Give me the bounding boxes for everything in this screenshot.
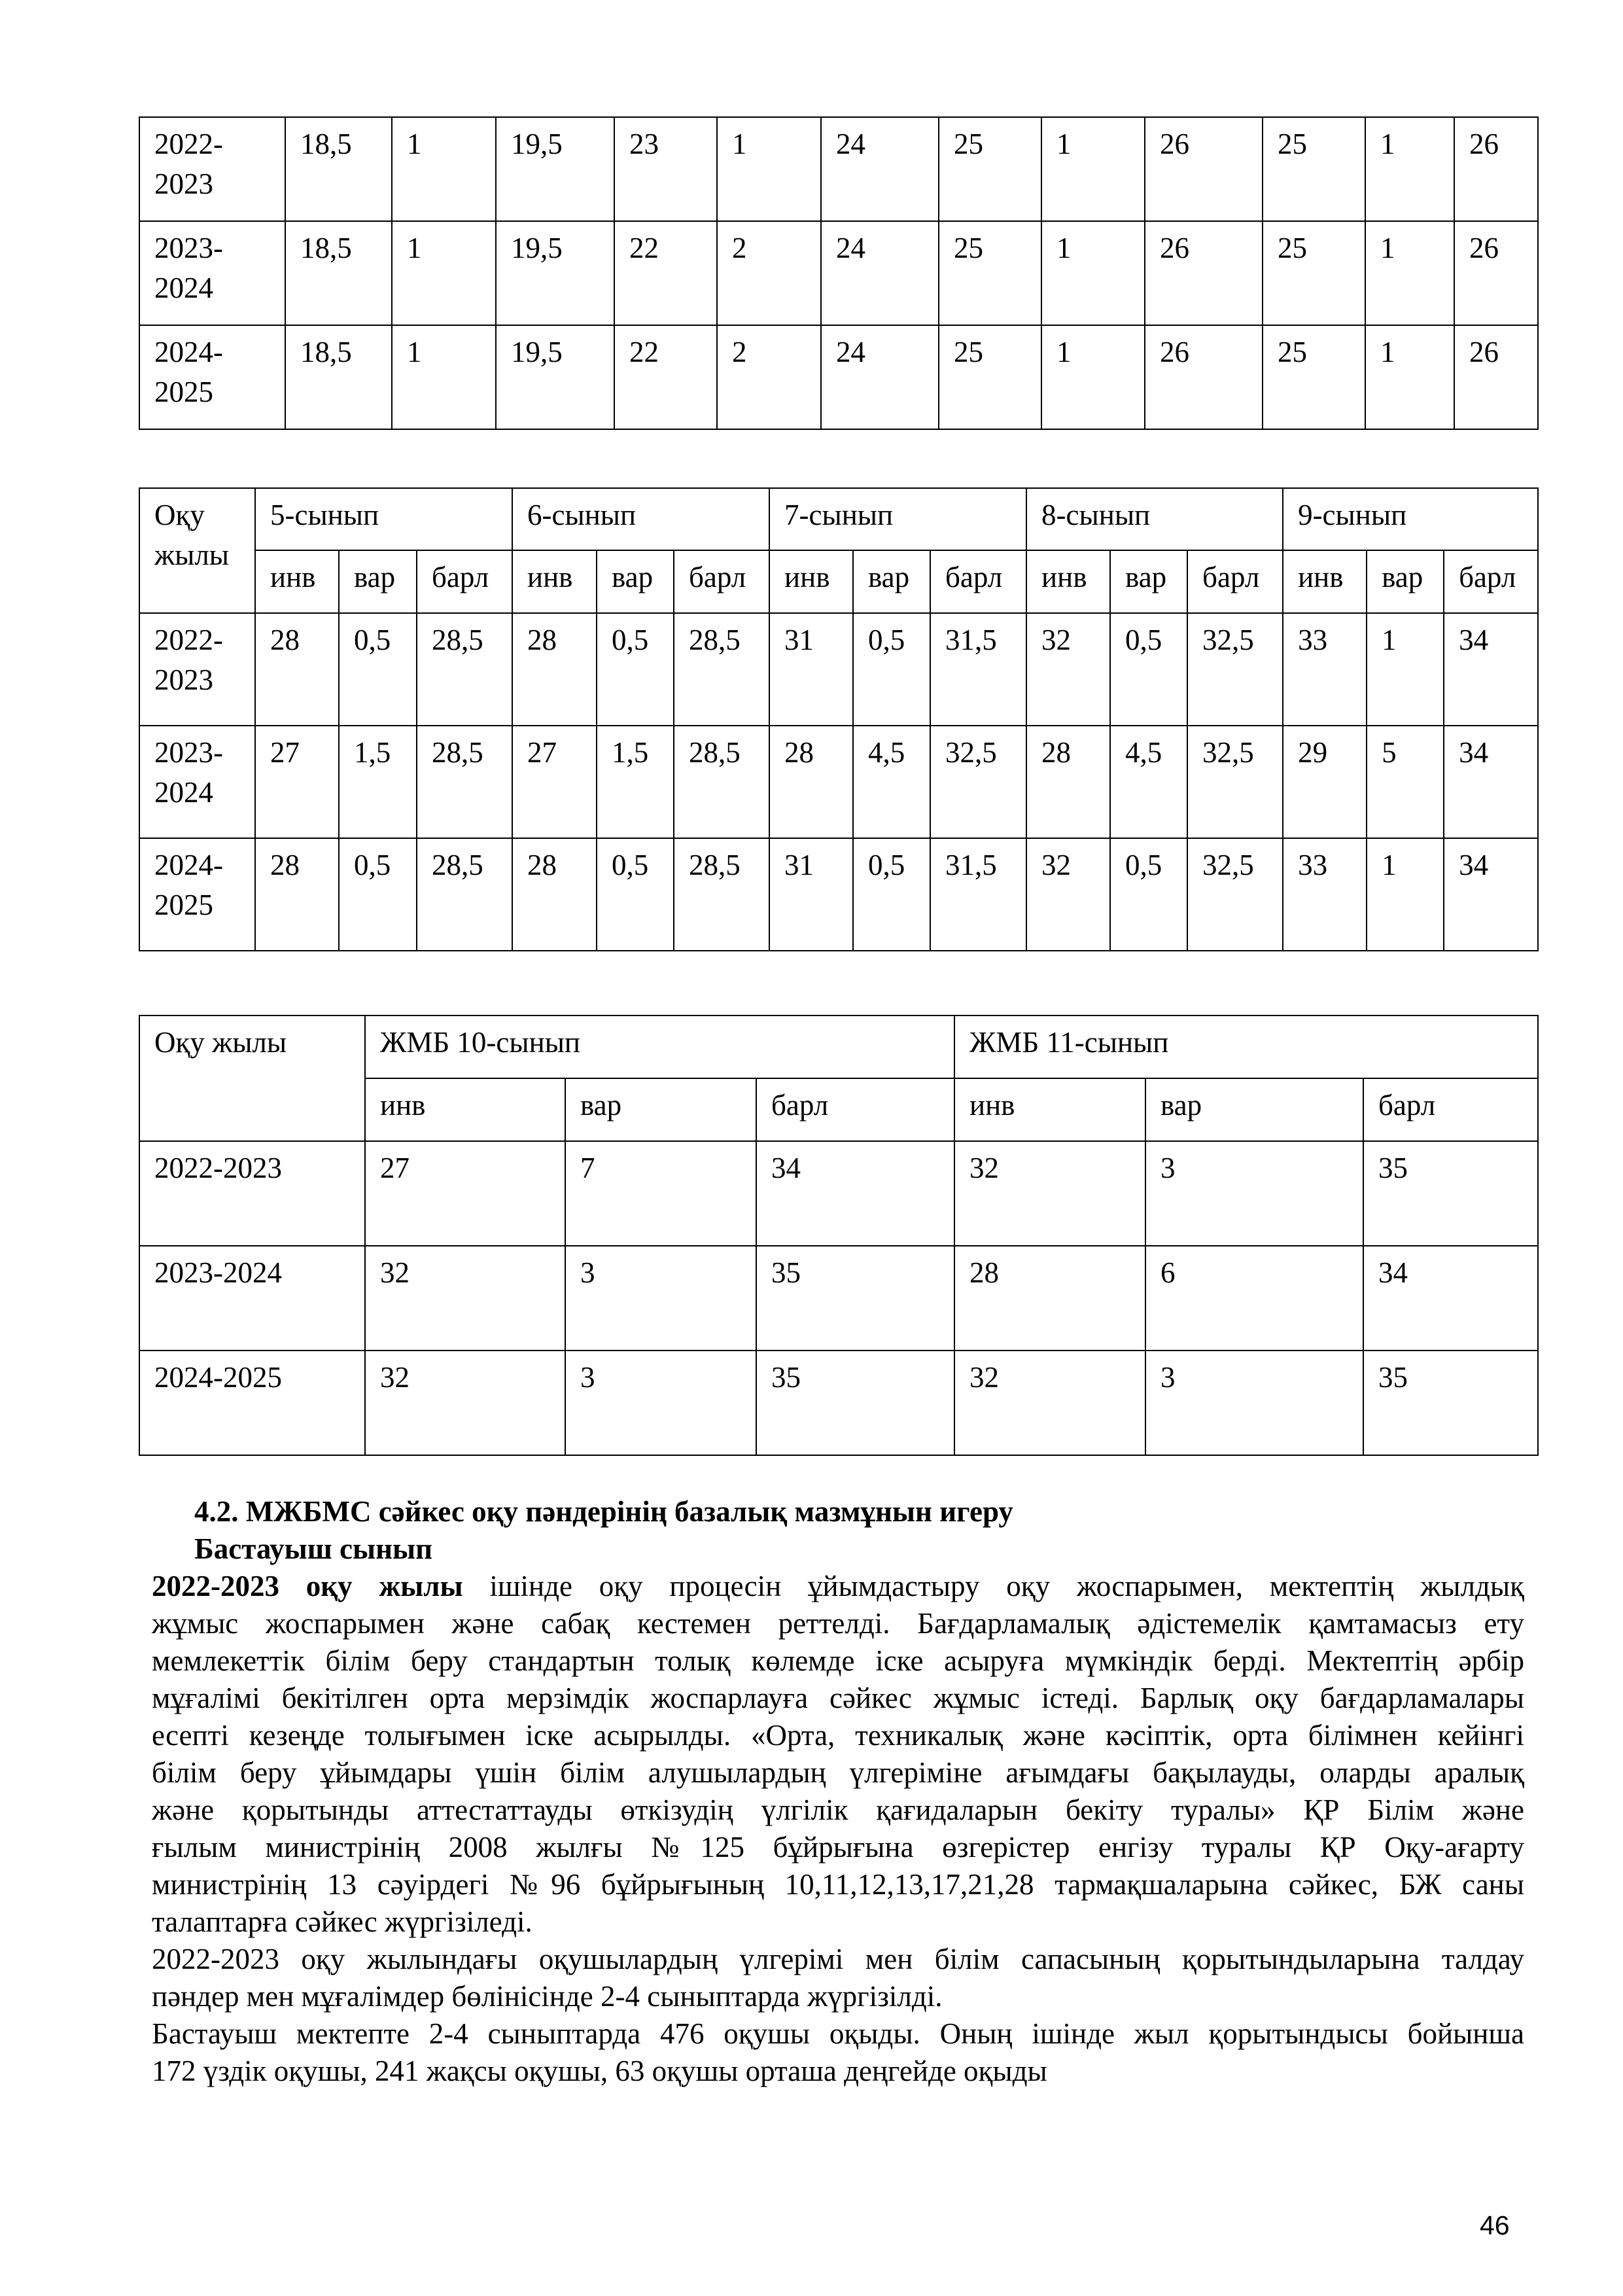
value-cell: 31 xyxy=(769,613,853,726)
value-cell: 32 xyxy=(954,1351,1145,1455)
value-cell: 32 xyxy=(1026,613,1110,726)
text-line: және қорытынды аттестаттауды өткізудің үлгілік қағидаларын бекіту туралы» ҚР Білім және xyxy=(152,1793,1524,1826)
paragraph-primary-school xyxy=(152,2015,1524,2090)
value-cell: 32 xyxy=(1026,838,1110,951)
table-row xyxy=(139,613,1538,726)
table-row xyxy=(139,117,1538,221)
value-cell: 24 xyxy=(821,221,939,325)
value-cell: 28,5 xyxy=(674,838,769,951)
year-header-cell: Оқу жылы xyxy=(139,1016,365,1141)
value-cell: 3 xyxy=(565,1246,756,1351)
value-cell: 1 xyxy=(1365,221,1454,325)
value-cell: 1,5 xyxy=(339,726,417,838)
header-row xyxy=(139,1016,1538,1078)
value-cell: 28 xyxy=(512,613,597,726)
subheader-cell: вар xyxy=(339,550,417,613)
value-cell: 32,5 xyxy=(930,726,1026,838)
text-line: Бастауыш мектепте 2-4 сыныптарда 476 оқушы оқыды. Оның ішінде жыл қорытындысы бойынша xyxy=(152,2017,1524,2050)
bold-lead: 2022-2023 оқу жылы xyxy=(152,1570,463,1602)
value-cell: 33 xyxy=(1283,613,1367,726)
subheader-cell: вар xyxy=(597,550,674,613)
value-cell: 3 xyxy=(1145,1141,1363,1246)
subheader-cell: барл xyxy=(756,1078,954,1141)
value-cell: 23 xyxy=(614,117,717,221)
value-cell: 28 xyxy=(512,838,597,951)
text-line: 2022-2023 оқу жылындағы оқушылардың үлгерімі мен білім сапасының қорытындыларына талдау xyxy=(152,1943,1524,1975)
value-cell: 25 xyxy=(1263,325,1365,429)
table-grades-1-4-continued xyxy=(139,116,1539,430)
value-cell: 1 xyxy=(1365,325,1454,429)
text-line: 172 үздік оқушы, 241 жақсы оқушы, 63 оқушы орташа деңгейде оқыды xyxy=(152,2055,1047,2087)
group-header-cell: ЖМБ 11-сынып xyxy=(954,1016,1538,1078)
value-cell: 24 xyxy=(821,325,939,429)
subheader-cell: вар xyxy=(1367,550,1444,613)
subheader-cell: инв xyxy=(365,1078,565,1141)
value-cell: 1 xyxy=(1041,117,1145,221)
value-cell: 18,5 xyxy=(285,325,392,429)
subheader-cell: инв xyxy=(1283,550,1367,613)
subheader-cell: барл xyxy=(1444,550,1538,613)
value-cell: 7 xyxy=(565,1141,756,1246)
year-cell: 2022- 2023 xyxy=(139,117,285,221)
value-cell: 6 xyxy=(1145,1246,1363,1351)
paragraph-curriculum xyxy=(152,1568,1524,1941)
value-cell: 4,5 xyxy=(1110,726,1187,838)
table-grades-5-9 xyxy=(139,487,1539,951)
text-line: жұмыс жоспарымен және сабақ кестемен реттелді. Бағдарламалық әдістемелік қамтамасыз ету xyxy=(152,1607,1524,1640)
text-line: есепті кезеңде толығымен іске асырылды. «Орта, техникалық және кәсіптік, орта білімнен кейінгі xyxy=(152,1719,1524,1752)
table-row xyxy=(139,1351,1538,1455)
group-header-cell: 9-сынып xyxy=(1283,488,1538,550)
value-cell: 34 xyxy=(1363,1246,1538,1351)
value-cell: 18,5 xyxy=(285,117,392,221)
value-cell: 19,5 xyxy=(496,325,614,429)
value-cell: 25 xyxy=(939,221,1041,325)
text-line: министрінің 13 сәуірдегі №96 бұйрығының 10,11,12,13,17,21,28 тармақшаларына сәйкес, БЖ саны xyxy=(152,1868,1524,1901)
table-row xyxy=(139,1246,1538,1351)
value-cell: 22 xyxy=(614,221,717,325)
year-cell: 2023- 2024 xyxy=(139,221,285,325)
year-cell: 2024-2025 xyxy=(139,1351,365,1455)
value-cell: 0,5 xyxy=(853,613,930,726)
value-cell: 34 xyxy=(1444,838,1538,951)
subheader-cell: барл xyxy=(674,550,769,613)
value-cell: 29 xyxy=(1283,726,1367,838)
text-line: ғылым министрінің 2008 жылғы №125 бұйрығына өзгерістер енгізу туралы ҚР Оқу-ағарту xyxy=(152,1831,1524,1863)
value-cell: 0,5 xyxy=(339,838,417,951)
value-cell: 0,5 xyxy=(1110,838,1187,951)
table-row xyxy=(139,838,1538,951)
year-cell: 2024- 2025 xyxy=(139,838,255,951)
value-cell: 28 xyxy=(255,613,339,726)
table-row xyxy=(139,221,1538,325)
value-cell: 1 xyxy=(1367,838,1444,951)
value-cell: 35 xyxy=(756,1246,954,1351)
value-cell: 27 xyxy=(255,726,339,838)
table-row xyxy=(139,726,1538,838)
value-cell: 0,5 xyxy=(1110,613,1187,726)
value-cell: 0,5 xyxy=(853,838,930,951)
subheader-row xyxy=(139,550,1538,613)
value-cell: 32,5 xyxy=(1187,726,1283,838)
value-cell: 1 xyxy=(1367,613,1444,726)
value-cell: 19,5 xyxy=(496,117,614,221)
value-cell: 28 xyxy=(255,838,339,951)
value-cell: 1 xyxy=(392,221,496,325)
year-cell: 2023-2024 xyxy=(139,1246,365,1351)
value-cell: 31 xyxy=(769,838,853,951)
value-cell: 3 xyxy=(1145,1351,1363,1455)
value-cell: 1,5 xyxy=(597,726,674,838)
table-row xyxy=(139,1141,1538,1246)
value-cell: 0,5 xyxy=(597,613,674,726)
subheader-cell: барл xyxy=(1187,550,1283,613)
value-cell: 2 xyxy=(717,325,821,429)
value-cell: 18,5 xyxy=(285,221,392,325)
value-cell: 27 xyxy=(512,726,597,838)
text-line: 2022-2023 оқу жылы ішінде оқу процесін ұйымдастыру оқу жоспарымен, мектептің жылдық xyxy=(152,1570,1524,1602)
value-cell: 26 xyxy=(1454,117,1538,221)
subheader-cell: барл xyxy=(1363,1078,1538,1141)
value-cell: 28,5 xyxy=(674,613,769,726)
value-cell: 3 xyxy=(565,1351,756,1455)
subheader-cell: инв xyxy=(954,1078,1145,1141)
value-cell: 26 xyxy=(1454,221,1538,325)
header-row xyxy=(139,488,1538,550)
value-cell: 32,5 xyxy=(1187,838,1283,951)
group-header-cell: 7-сынып xyxy=(769,488,1026,550)
group-header-cell: 5-сынып xyxy=(255,488,512,550)
value-cell: 1 xyxy=(1041,325,1145,429)
subheader-cell: инв xyxy=(1026,550,1110,613)
value-cell: 25 xyxy=(939,325,1041,429)
text-line: мемлекеттік білім беру стандартын толық көлемде іске асыруға мүмкіндік берді. Мектептің әрбір xyxy=(152,1644,1524,1677)
value-cell: 28,5 xyxy=(417,838,512,951)
subheader-cell: вар xyxy=(853,550,930,613)
subheader-cell: инв xyxy=(769,550,853,613)
group-header-cell: 6-сынып xyxy=(512,488,769,550)
subheader-cell: барл xyxy=(930,550,1026,613)
value-cell: 5 xyxy=(1367,726,1444,838)
paragraph-analysis xyxy=(152,1941,1524,2015)
value-cell: 32 xyxy=(365,1246,565,1351)
subheader-cell: инв xyxy=(512,550,597,613)
value-cell: 34 xyxy=(1444,613,1538,726)
value-cell: 1 xyxy=(392,117,496,221)
value-cell: 35 xyxy=(756,1351,954,1455)
group-header-cell: 8-сынып xyxy=(1026,488,1283,550)
value-cell: 1 xyxy=(392,325,496,429)
value-cell: 34 xyxy=(1444,726,1538,838)
value-cell: 28 xyxy=(954,1246,1145,1351)
text-line: мұғалімі бекітілген орта мерзімдік жоспарлауға сәйкес жұмыс істеді. Барлық оқу бағдарламалары xyxy=(152,1682,1524,1714)
subheader-cell: вар xyxy=(565,1078,756,1141)
value-cell: 26 xyxy=(1145,221,1263,325)
value-cell: 25 xyxy=(939,117,1041,221)
value-cell: 35 xyxy=(1363,1141,1538,1246)
value-cell: 1 xyxy=(717,117,821,221)
value-cell: 19,5 xyxy=(496,221,614,325)
value-cell: 2 xyxy=(717,221,821,325)
value-cell: 28 xyxy=(1026,726,1110,838)
value-cell: 26 xyxy=(1145,325,1263,429)
text-line: талаптарға сәйкес жүргізіледі. xyxy=(152,1905,532,1938)
year-cell: 2022- 2023 xyxy=(139,613,255,726)
value-cell: 34 xyxy=(756,1141,954,1246)
value-cell: 0,5 xyxy=(339,613,417,726)
value-cell: 32 xyxy=(365,1351,565,1455)
value-cell: 27 xyxy=(365,1141,565,1246)
subheader-cell: вар xyxy=(1145,1078,1363,1141)
value-cell: 22 xyxy=(614,325,717,429)
value-cell: 24 xyxy=(821,117,939,221)
year-cell: 2023- 2024 xyxy=(139,726,255,838)
subheader-cell: барл xyxy=(417,550,512,613)
value-cell: 31,5 xyxy=(930,838,1026,951)
section-heading: 4.2. МЖБМС сәйкес оқу пәндерінің базалық мазмұнын игеру xyxy=(194,1495,1013,1528)
subheader-cell: инв xyxy=(255,550,339,613)
value-cell: 32 xyxy=(954,1141,1145,1246)
value-cell: 28 xyxy=(769,726,853,838)
value-cell: 26 xyxy=(1145,117,1263,221)
subheader-cell: вар xyxy=(1110,550,1187,613)
group-header-cell: ЖМБ 10-сынып xyxy=(365,1016,954,1078)
value-cell: 28,5 xyxy=(417,726,512,838)
value-cell: 1 xyxy=(1365,117,1454,221)
table-grades-10-11 xyxy=(139,1015,1539,1456)
table-row xyxy=(139,325,1538,429)
value-cell: 4,5 xyxy=(853,726,930,838)
value-cell: 25 xyxy=(1263,221,1365,325)
year-header-cell: Оқу жылы xyxy=(139,488,255,613)
value-cell: 31,5 xyxy=(930,613,1026,726)
value-cell: 35 xyxy=(1363,1351,1538,1455)
value-cell: 28,5 xyxy=(674,726,769,838)
text-line: пәндер мен мұғалімдер бөлінісінде 2-4 сыныптарда жүргізілді. xyxy=(152,1980,943,2013)
page-number: 46 xyxy=(1480,2210,1510,2240)
value-cell: 26 xyxy=(1454,325,1538,429)
value-cell: 0,5 xyxy=(597,838,674,951)
text-line: білім беру ұйымдары үшін білім алушылардың үлгеріміне ағымдағы бақылауды, оларды аралық xyxy=(152,1756,1524,1789)
year-cell: 2024- 2025 xyxy=(139,325,285,429)
value-cell: 33 xyxy=(1283,838,1367,951)
value-cell: 32,5 xyxy=(1187,613,1283,726)
section-subheading: Бастауыш сынып xyxy=(194,1532,433,1565)
value-cell: 25 xyxy=(1263,117,1365,221)
year-cell: 2022-2023 xyxy=(139,1141,365,1246)
value-cell: 1 xyxy=(1041,221,1145,325)
value-cell: 28,5 xyxy=(417,613,512,726)
